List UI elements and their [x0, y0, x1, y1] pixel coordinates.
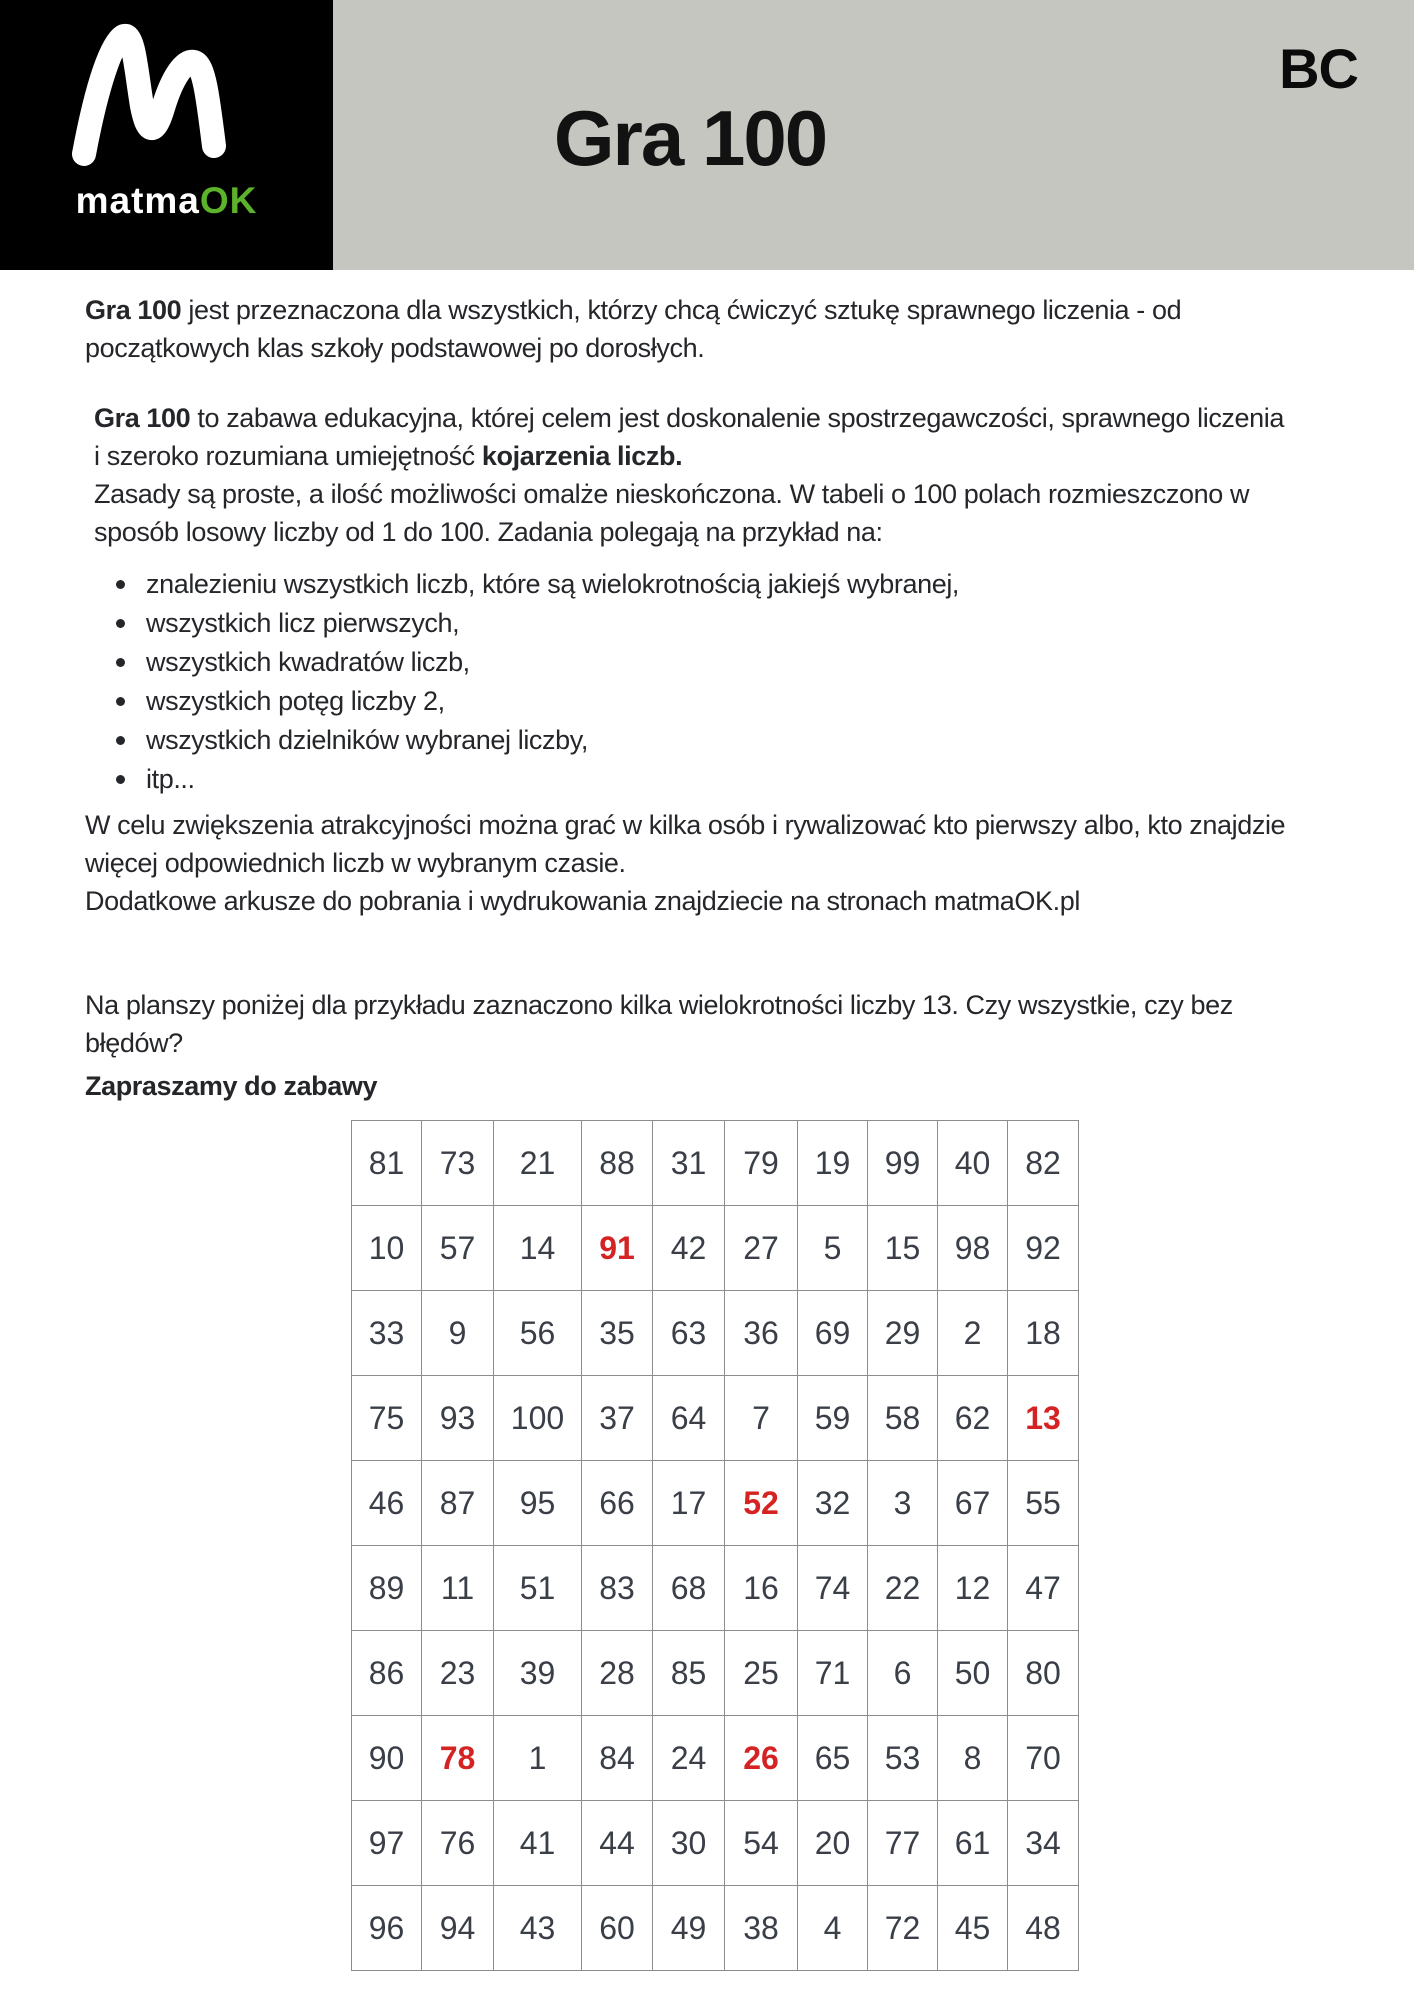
board-cell: 42: [653, 1206, 725, 1291]
board-row: [352, 1631, 1079, 1716]
article: [85, 291, 1347, 1105]
board-cell: 51: [494, 1546, 582, 1631]
board-cell: 77: [868, 1801, 938, 1886]
text-line: więcej odpowiednich liczb w wybranym czasie.: [85, 848, 626, 878]
board-cell: 25: [725, 1631, 798, 1716]
board-row: [352, 1121, 1079, 1206]
board-cell: 21: [494, 1121, 582, 1206]
board-cell: 73: [422, 1121, 494, 1206]
board-cell: 11: [422, 1546, 494, 1631]
text-line: W celu zwiększenia atrakcyjności można grać w kilka osób i rywalizować kto pierwszy albo, kto znajdzie: [85, 810, 1286, 840]
bullet-item: itp...: [85, 760, 1347, 799]
board-cell: 97: [352, 1801, 422, 1886]
board-cell: 7: [725, 1376, 798, 1461]
logo-text-ok: OK: [199, 180, 258, 221]
board-cell: 43: [494, 1886, 582, 1971]
board-cell: 41: [494, 1801, 582, 1886]
text-line: błędów?: [85, 1028, 183, 1058]
board-cell: 36: [725, 1291, 798, 1376]
board-cell: 98: [938, 1206, 1008, 1291]
board-cell: 88: [582, 1121, 653, 1206]
paragraph: [85, 806, 1347, 882]
board-row: [352, 1546, 1079, 1631]
board-cell: 69: [798, 1291, 868, 1376]
board-body: [352, 1121, 1079, 1971]
board-cell: 38: [725, 1886, 798, 1971]
board-cell: 80: [1008, 1631, 1079, 1716]
board-cell: 61: [938, 1801, 1008, 1886]
board-cell: 87: [422, 1461, 494, 1546]
board-cell: 23: [422, 1631, 494, 1716]
board-cell: 67: [938, 1461, 1008, 1546]
board-row: [352, 1801, 1079, 1886]
board-cell: 31: [653, 1121, 725, 1206]
board-cell: 14: [494, 1206, 582, 1291]
text-line: Dodatkowe arkusze do pobrania i wydrukowania znajdziecie na stronach matmaOK.pl: [85, 886, 1080, 916]
text-line: Gra 100 to zabawa edukacyjna, której celem jest doskonalenie spostrzegawczości, sprawnego liczenia: [94, 403, 1284, 433]
corner-label: BC: [1279, 37, 1358, 100]
text-line: Zasady są proste, a ilość możliwości omalże nieskończona. W tabeli o 100 polach rozmieszczono w: [94, 479, 1250, 509]
board-row: [352, 1376, 1079, 1461]
board-cell: 22: [868, 1546, 938, 1631]
board-cell: 27: [725, 1206, 798, 1291]
board-cell: 89: [352, 1546, 422, 1631]
bullet-item: wszystkich dzielników wybranej liczby,: [85, 721, 1347, 760]
matmaok-m-icon: [52, 14, 282, 174]
board-cell: 53: [868, 1716, 938, 1801]
board-cell: 68: [653, 1546, 725, 1631]
board-cell: 83: [582, 1546, 653, 1631]
board-cell: 99: [868, 1121, 938, 1206]
board-cell: 45: [938, 1886, 1008, 1971]
board-cell: 35: [582, 1291, 653, 1376]
bullet-item: wszystkich potęg liczby 2,: [85, 682, 1347, 721]
board-cell: 19: [798, 1121, 868, 1206]
board-cell: 81: [352, 1121, 422, 1206]
board-cell: 92: [1008, 1206, 1079, 1291]
board-cell: 82: [1008, 1121, 1079, 1206]
board-cell: 49: [653, 1886, 725, 1971]
board-cell: 94: [422, 1886, 494, 1971]
board-cell: 44: [582, 1801, 653, 1886]
logo-wordmark: [0, 180, 333, 222]
paragraph: [85, 882, 1347, 920]
board-cell: 64: [653, 1376, 725, 1461]
board-cell: 71: [798, 1631, 868, 1716]
board-cell: 70: [1008, 1716, 1079, 1801]
board-cell: 66: [582, 1461, 653, 1546]
board-cell: 2: [938, 1291, 1008, 1376]
board-cell: 6: [868, 1631, 938, 1716]
board-cell: 40: [938, 1121, 1008, 1206]
board-cell: 29: [868, 1291, 938, 1376]
board-cell: 15: [868, 1206, 938, 1291]
logo-text-matma: matma: [75, 180, 200, 221]
logo-box: [0, 0, 333, 270]
text-line: Gra 100 jest przeznaczona dla wszystkich, którzy chcą ćwiczyć sztukę sprawnego liczenia - od: [85, 295, 1182, 325]
board-cell: 57: [422, 1206, 494, 1291]
board-cell: 50: [938, 1631, 1008, 1716]
board-cell: 48: [1008, 1886, 1079, 1971]
paragraph: [85, 475, 1347, 551]
text-line: sposób losowy liczby od 1 do 100. Zadania polegają na przykład na:: [94, 517, 883, 547]
board-cell: 75: [352, 1376, 422, 1461]
board-table: [351, 1120, 1079, 1971]
board-row: [352, 1886, 1079, 1971]
board-cell: 74: [798, 1546, 868, 1631]
board-cell: 100: [494, 1376, 582, 1461]
board-cell: 85: [653, 1631, 725, 1716]
bullet-item: wszystkich kwadratów liczb,: [85, 643, 1347, 682]
paragraph: [85, 399, 1347, 475]
board-cell: 13: [1008, 1376, 1079, 1461]
board-cell: 46: [352, 1461, 422, 1546]
bullet-item: znalezieniu wszystkich liczb, które są wielokrotnością jakiejś wybranej,: [85, 565, 1347, 604]
board-cell: 4: [798, 1886, 868, 1971]
board-cell: 52: [725, 1461, 798, 1546]
board-cell: 96: [352, 1886, 422, 1971]
board-cell: 72: [868, 1886, 938, 1971]
board-cell: 90: [352, 1716, 422, 1801]
board-cell: 12: [938, 1546, 1008, 1631]
paragraph: [85, 1067, 1347, 1105]
board-cell: 54: [725, 1801, 798, 1886]
board-cell: 10: [352, 1206, 422, 1291]
board-cell: 62: [938, 1376, 1008, 1461]
board-row: [352, 1206, 1079, 1291]
board-cell: 59: [798, 1376, 868, 1461]
board-cell: 60: [582, 1886, 653, 1971]
bullet-list: [85, 565, 1347, 799]
board-cell: 76: [422, 1801, 494, 1886]
board-cell: 18: [1008, 1291, 1079, 1376]
board-cell: 20: [798, 1801, 868, 1886]
board-cell: 17: [653, 1461, 725, 1546]
board-cell: 1: [494, 1716, 582, 1801]
text-line: Na planszy poniżej dla przykładu zaznaczono kilka wielokrotności liczby 13. Czy wszystkie, czy bez: [85, 990, 1233, 1020]
board-cell: 47: [1008, 1546, 1079, 1631]
board-cell: 86: [352, 1631, 422, 1716]
board-cell: 91: [582, 1206, 653, 1291]
paragraph: [85, 291, 1347, 367]
header-bar: [0, 0, 1414, 270]
board-cell: 95: [494, 1461, 582, 1546]
board-row: [352, 1716, 1079, 1801]
board-cell: 28: [582, 1631, 653, 1716]
board-cell: 55: [1008, 1461, 1079, 1546]
board-cell: 24: [653, 1716, 725, 1801]
board-cell: 26: [725, 1716, 798, 1801]
board-cell: 79: [725, 1121, 798, 1206]
board-cell: 65: [798, 1716, 868, 1801]
page-title: Gra 100: [553, 94, 827, 182]
text-line: i szeroko rozumiana umiejętność kojarzenia liczb.: [94, 441, 683, 471]
board-cell: 84: [582, 1716, 653, 1801]
board-cell: 58: [868, 1376, 938, 1461]
board-cell: 34: [1008, 1801, 1079, 1886]
board-cell: 93: [422, 1376, 494, 1461]
board-cell: 37: [582, 1376, 653, 1461]
board-cell: 78: [422, 1716, 494, 1801]
paragraph: [85, 986, 1347, 1062]
board-row: [352, 1291, 1079, 1376]
text-line: Zapraszamy do zabawy: [85, 1071, 378, 1101]
board-row: [352, 1461, 1079, 1546]
board-cell: 3: [868, 1461, 938, 1546]
board-cell: 56: [494, 1291, 582, 1376]
board-cell: 33: [352, 1291, 422, 1376]
board-cell: 63: [653, 1291, 725, 1376]
board-cell: 39: [494, 1631, 582, 1716]
board-cell: 5: [798, 1206, 868, 1291]
text-line: początkowych klas szkoły podstawowej po dorosłych.: [85, 333, 705, 363]
board-cell: 16: [725, 1546, 798, 1631]
bullet-item: wszystkich licz pierwszych,: [85, 604, 1347, 643]
board-cell: 30: [653, 1801, 725, 1886]
board-cell: 8: [938, 1716, 1008, 1801]
board-cell: 32: [798, 1461, 868, 1546]
board-cell: 9: [422, 1291, 494, 1376]
